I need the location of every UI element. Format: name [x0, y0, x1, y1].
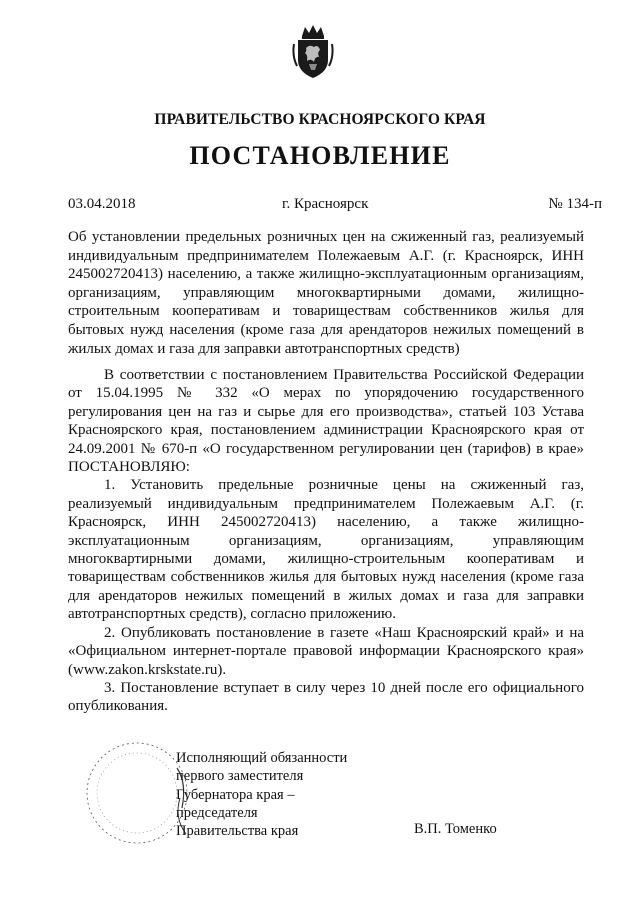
document-number: № 134-п	[548, 196, 602, 212]
document-city: г. Красноярск	[282, 196, 369, 212]
document-type-title: ПОСТАНОВЛЕНИЕ	[189, 141, 451, 170]
signatory-title-line: председателя	[176, 804, 258, 821]
signatory-title-line: первого заместителя	[176, 768, 304, 785]
preamble-paragraph: В соответствии с постановлением Правительства Российской Федерации от 15.04.1995 № 332 «О мерах по упорядочению государственного регулирования цен на газ и сырье для его производства», статьей 103 Устава Красноярского края, постановлением администрации Красноярского края от 24.09.2001 № 670-п «О государственном регулировании цен (тарифов) в крае» ПОСТАНОВЛЯЮ:	[68, 367, 584, 476]
organization-name: ПРАВИТЕЛЬСТВО КРАСНОЯРСКОГО КРАЯ	[154, 111, 486, 128]
coat-of-arms-icon	[292, 24, 334, 80]
signatory-title	[176, 749, 347, 840]
signatory-title-line: Правительства края	[176, 823, 299, 840]
document-date: 03.04.2018	[68, 196, 136, 212]
signer-name: В.П. Томенко	[414, 821, 497, 837]
signatory-title-line: Губернатора края –	[176, 786, 295, 803]
document-subject: Об установлении предельных розничных цен на сжиженный газ, реализуемый индивидуальным предпринимателем Полежаевым А.Г. (г. Красноярск, ИНН 245002720413) населению, а также жилищно-эксплуатационным организациям, организациям, управляющим многоквартирными домами, жилищно-строительным кооперативам и товариществам собственников жилья для бытовых нужд населения (кроме газа для арендаторов нежилых помещений в жилых домах и газа для заправки автотранспортных средств)	[68, 229, 584, 357]
signatory-title-line: Исполняющий обязанности	[176, 750, 348, 766]
document-body	[68, 366, 584, 716]
list-item: 2. Опубликовать постановление в газете «Наш Красноярский край» и на «Официальном интернет-портале правовой информации Красноярского края» (www.zakon.krskstate.ru).	[68, 624, 584, 678]
list-item: 3. Постановление вступает в силу через 10 дней после его официального опубликования.	[68, 679, 584, 715]
list-item: 1. Установить предельные розничные цены на сжиженный газ, реализуемый индивидуальным предпринимателем Полежаевым А.Г. (г. Красноярск, ИНН 245002720413) населению, а также жилищно-эксплуатационным организациям, организациям, управляющим многоквартирными домами, жилищно-строительным кооперативам и товариществам собственников жилья для бытовых нужд населения (кроме газа для арендаторов нежилых помещений в жилых домах и газа для заправки автотранспортных средств), согласно приложению.	[68, 477, 584, 623]
